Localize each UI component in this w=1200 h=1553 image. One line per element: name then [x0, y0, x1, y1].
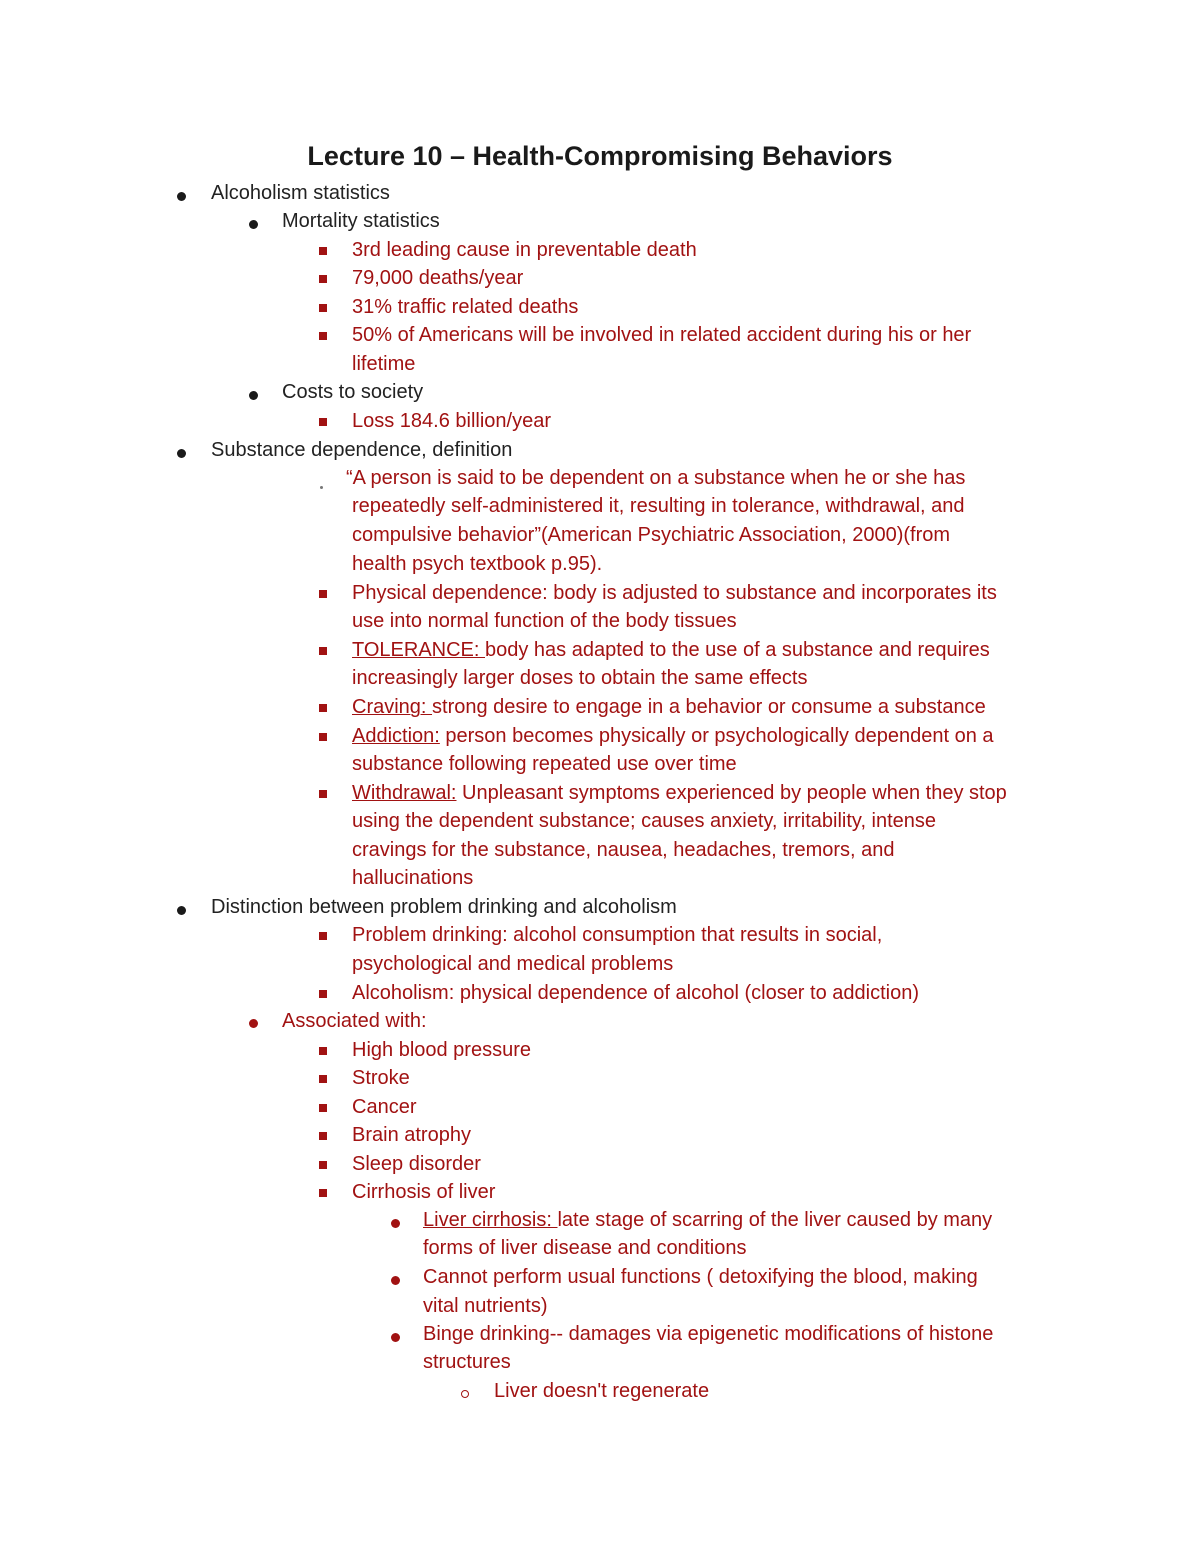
list-item-continuation: substance following repeated use over time: [352, 753, 737, 775]
list-item-continuation: forms of liver disease and conditions: [423, 1237, 747, 1259]
list-item-continuation: lifetime: [352, 353, 416, 375]
bullet-disc-icon: [249, 1019, 258, 1028]
list-item: Cirrhosis of liver: [352, 1181, 496, 1203]
definition-text: body has adapted to the use of a substance and requires: [485, 639, 990, 661]
bullet-disc-icon: [177, 906, 186, 915]
list-item-withdrawal: [352, 779, 1007, 807]
list-item-substance-dependence: Substance dependence, definition: [211, 439, 513, 461]
bullet-dot-icon: [320, 486, 323, 489]
list-item-mortality-statistics: Mortality statistics: [282, 210, 440, 232]
quote-line: repeatedly self-administered it, resulting in tolerance, withdrawal, and: [352, 495, 965, 517]
bullet-square-icon: [319, 332, 327, 340]
page-title: Lecture 10 – Health-Compromising Behaviors: [307, 141, 893, 171]
definition-text: person becomes physically or psychologically dependent on a: [439, 725, 994, 747]
list-item-continuation: structures: [423, 1351, 511, 1373]
list-item: Stroke: [352, 1067, 410, 1089]
list-item: Loss 184.6 billion/year: [352, 410, 552, 432]
list-item-associated-with: Associated with:: [282, 1010, 427, 1032]
list-item-continuation: increasingly larger doses to obtain the same effects: [352, 667, 808, 689]
list-item-continuation: use into normal function of the body tissues: [352, 610, 737, 632]
list-item-distinction: Distinction between problem drinking and alcoholism: [211, 896, 677, 918]
bullet-square-icon: [319, 418, 327, 426]
bullet-disc-icon: [391, 1276, 400, 1285]
list-item: 3rd leading cause in preventable death: [352, 239, 697, 261]
bullet-square-icon: [319, 247, 327, 255]
list-item-costs-to-society: Costs to society: [282, 381, 424, 403]
list-item: High blood pressure: [352, 1039, 531, 1061]
quote-line: “A person is said to be dependent on a substance when he or she has: [346, 467, 966, 489]
list-item-continuation: cravings for the substance, nausea, headaches, tremors, and: [352, 839, 895, 861]
bullet-disc-icon: [249, 220, 258, 229]
list-item-liver-cirrhosis: [423, 1206, 992, 1234]
bullet-square-icon: [319, 1104, 327, 1112]
list-item-continuation: vital nutrients): [423, 1295, 548, 1317]
list-item: Brain atrophy: [352, 1124, 471, 1146]
quote-line: health psych textbook p.95).: [352, 553, 603, 575]
bullet-disc-icon: [249, 391, 258, 400]
bullet-square-icon: [319, 1132, 327, 1140]
bullet-square-icon: [319, 704, 327, 712]
term-withdrawal: Withdrawal:: [352, 782, 457, 804]
quote-line: compulsive behavior”(American Psychiatric Association, 2000)(from: [352, 524, 951, 546]
bullet-disc-icon: [177, 449, 186, 458]
list-item-alcoholism-statistics: Alcoholism statistics: [211, 182, 390, 204]
bullet-disc-icon: [391, 1333, 400, 1342]
bullet-square-icon: [319, 932, 327, 940]
term-liver-cirrhosis: Liver cirrhosis:: [423, 1209, 558, 1231]
bullet-square-icon: [319, 1189, 327, 1197]
list-item-continuation: psychological and medical problems: [352, 953, 674, 975]
bullet-disc-icon: [391, 1219, 400, 1228]
bullet-square-icon: [319, 275, 327, 283]
list-item: Binge drinking-- damages via epigenetic modifications of histone: [423, 1323, 994, 1345]
list-item: Sleep disorder: [352, 1153, 481, 1175]
bullet-square-icon: [319, 647, 327, 655]
list-item-continuation: using the dependent substance; causes anxiety, irritability, intense: [352, 810, 937, 832]
bullet-circle-icon: [461, 1390, 469, 1398]
list-item: Cannot perform usual functions ( detoxifying the blood, making: [423, 1266, 978, 1288]
bullet-square-icon: [319, 733, 327, 741]
list-item: Cancer: [352, 1096, 417, 1118]
list-item-craving: [352, 693, 986, 721]
bullet-square-icon: [319, 590, 327, 598]
list-item: Problem drinking: alcohol consumption that results in social,: [352, 924, 883, 946]
list-item: 79,000 deaths/year: [352, 267, 524, 289]
bullet-square-icon: [319, 790, 327, 798]
list-item-addiction: [352, 722, 994, 750]
bullet-square-icon: [319, 1161, 327, 1169]
definition-text: late stage of scarring of the liver caused by many: [557, 1209, 993, 1231]
bullet-square-icon: [319, 1075, 327, 1083]
definition-text: Unpleasant symptoms experienced by people when they stop: [456, 782, 1007, 804]
list-item-continuation: hallucinations: [352, 867, 474, 889]
term-tolerance: TOLERANCE:: [352, 639, 485, 661]
list-item: Liver doesn't regenerate: [494, 1380, 710, 1402]
list-item: 50% of Americans will be involved in related accident during his or her: [352, 324, 972, 346]
definition-text: strong desire to engage in a behavior or consume a substance: [432, 696, 986, 718]
list-item: Physical dependence: body is adjusted to substance and incorporates its: [352, 582, 997, 604]
list-item: 31% traffic related deaths: [352, 296, 579, 318]
term-addiction: Addiction:: [352, 725, 440, 747]
term-craving: Craving:: [352, 696, 433, 718]
bullet-square-icon: [319, 1047, 327, 1055]
bullet-square-icon: [319, 990, 327, 998]
bullet-disc-icon: [177, 192, 186, 201]
list-item-tolerance: [352, 636, 990, 664]
list-item: Alcoholism: physical dependence of alcohol (closer to addiction): [352, 982, 919, 1004]
bullet-square-icon: [319, 304, 327, 312]
